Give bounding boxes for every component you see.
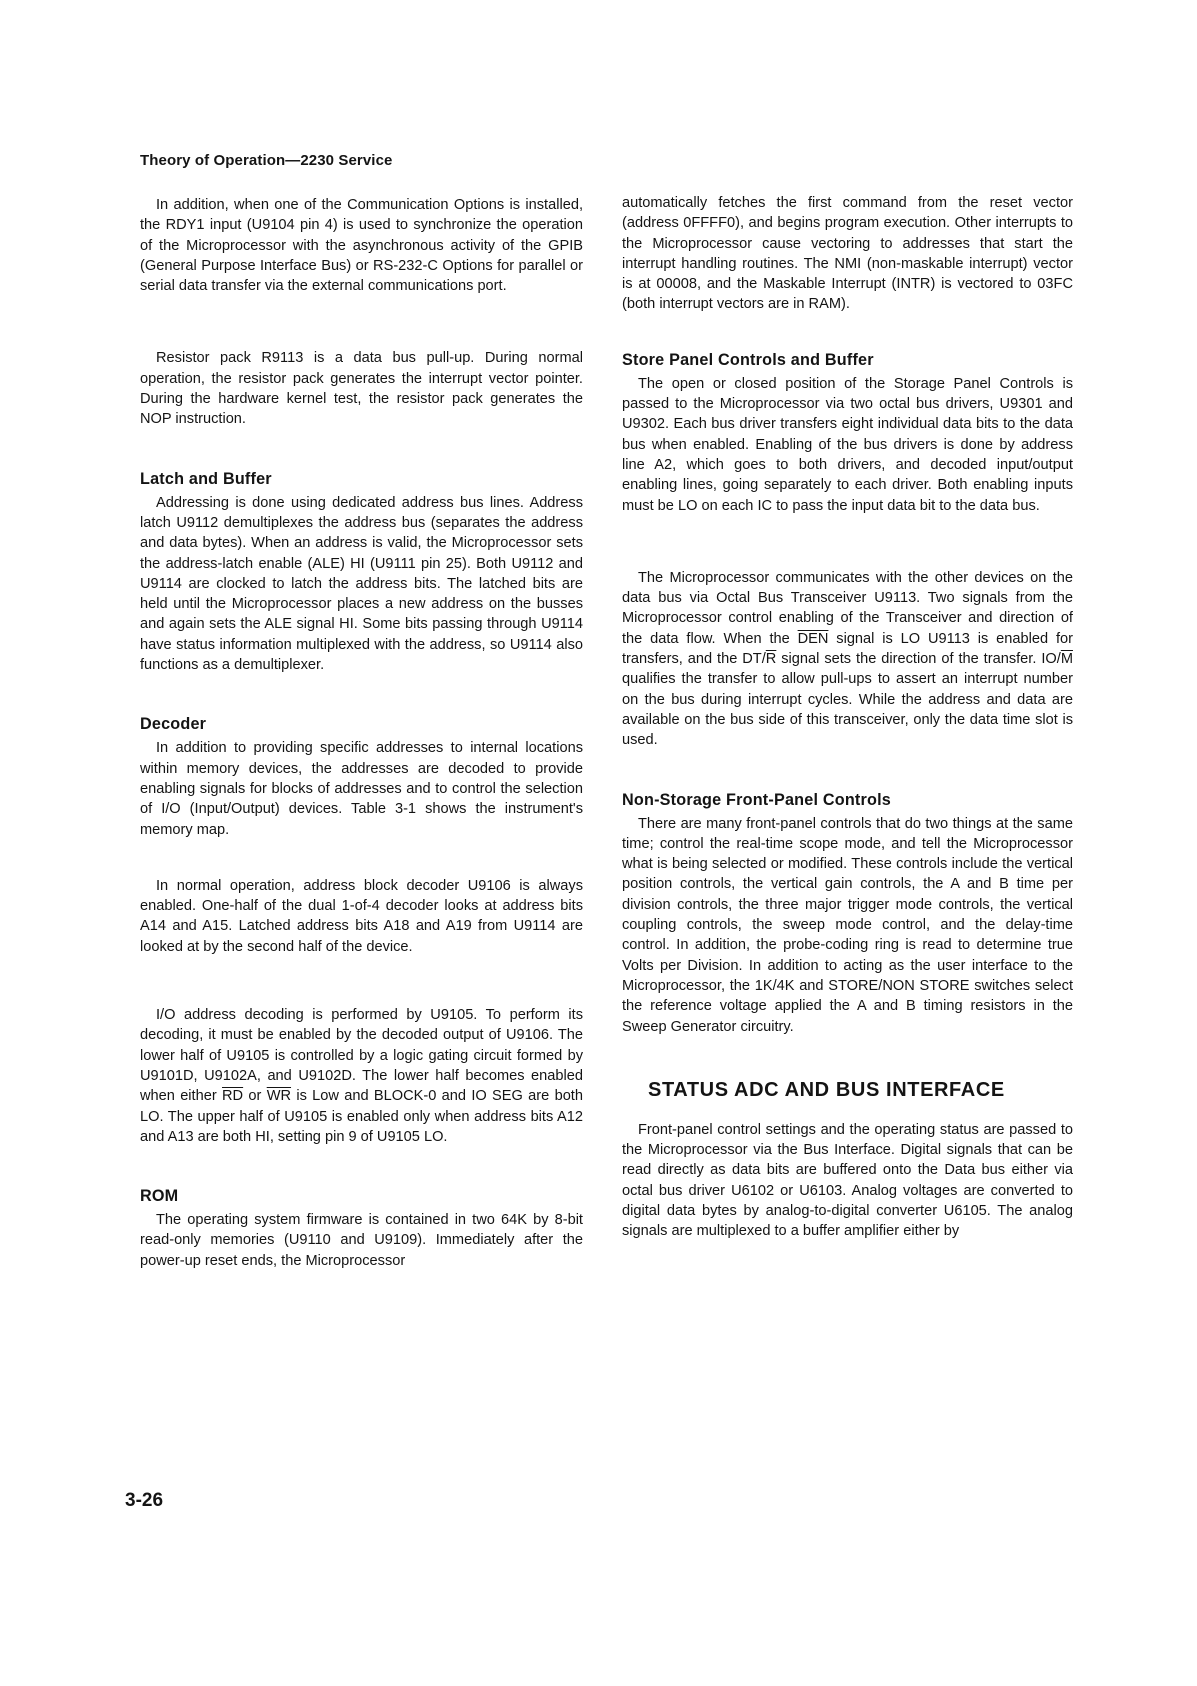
running-head: Theory of Operation—2230 Service <box>140 152 393 169</box>
heading-decoder: Decoder <box>140 715 207 734</box>
paragraph-latch: Addressing is done using dedicated address bus lines. Address latch U9112 demultiplexes the address bus (separates the address and data bytes). When an address is valid, the Microprocessor sets the address-latch enable (ALE) HI (U9111 pin 25). Both U9112 and U9114 are clocked to latch the address bits. The latched bits are held until the Microprocessor places a new address on the busses and again sets the ALE signal HI. Some bits passing through U9114 have status information multiplexed with the address, so U9114 also functions as a demultiplexer. <box>140 494 583 674</box>
paragraph-decoder-2: In normal operation, address block decoder U9106 is always enabled. One-half of the dual 1-of-4 decoder looks at address bits A14 and A15. Latched address bits A18 and A19 from U9114 are looked at by the second half of the device. <box>140 877 583 955</box>
heading-status-adc: STATUS ADC AND BUS INTERFACE <box>648 1078 1005 1101</box>
m-signal: $\overline{M}$ <box>1060 651 1073 668</box>
heading-latch-and-buffer: Latch and Buffer <box>140 469 272 488</box>
paragraph-non-storage: There are many front-panel controls that do two things at the same time; control the real-time scope mode, and tell the Microprocessor what is being selected or modified. These controls include the vertical position controls, the vertical gain controls, the A and B time per division controls, the three major trigger mode controls, the vertical coupling controls, the sweep mode control, and the delay-time control. In addition, the probe-coding ring is read to determine true Volts per Division. In addition to acting as the user interface to the Microprocessor, the 1K/4K and STORE/NON STORE switches select the reference voltage applied the A and B timing resistors in the Sweep Generator circuitry. <box>622 815 1073 1035</box>
wr-signal: $\overline{WR}$ <box>266 1088 292 1105</box>
page-number: 3-26 <box>125 1490 164 1511</box>
paragraph-status-adc: Front-panel control settings and the operating status are passed to the Microprocessor via the Bus Interface. Digital signals that can be read directly as data bits are buffered onto the Data bus either via octal bus driver U6102 or U6103. Analog voltages are converted to digital data bytes by analog-to-digital converter U6105. The analog signals are multiplexed to a buffer amplifier either by <box>622 1121 1073 1240</box>
paragraph-io-decoding: I/O address decoding is performed by U9105. To perform its decoding, it must be enabled by the decoded output of U9106. The lower half of U9105 is controlled by a logic gating circuit formed by U9101D, U9102A, and U9102D. The lower half becomes enabled when either $\overline{RD}$ or $\overline{WR}$ is Low and BLOCK-0 and IO SEG are both LO. The upper half of U9105 is enabled only when address bits A12 and A13 are both HI, setting pin 9 of U9105 LO. <box>140 1007 583 1145</box>
paragraph-store-panel: The open or closed position of the Storage Panel Controls is passed to the Microprocessor via two octal bus drivers, U9301 and U9302. Each bus driver transfers eight individual data bits to the data bus when enabled. Enabling of the bus drivers is done by address line A2, which goes to both drivers, and decoded input/output enabling lines, going separately to each driver. Both enabling inputs must be LO on each IC to pass the input data bit to the data bus. <box>622 375 1073 514</box>
paragraph-rom: The operating system firmware is contained in two 64K by 8-bit read-only memories (U9110 and U9109). Immediately after the power-up reset ends, the Microprocessor <box>140 1212 583 1269</box>
left-column <box>140 195 583 1271</box>
heading-non-storage-controls: Non-Storage Front-Panel Controls <box>622 790 891 809</box>
den-signal: $\overline{DEN}$ <box>797 630 829 647</box>
paragraph-transceiver: The Microprocessor communicates with the other devices on the data bus via Octal Bus Transceiver U9113. Two signals from the Microprocessor control enabling of the Transceiver and direction of the data flow. When the $\overline{DEN}$ signal is LO U9113 is enabled for transfers, and the $DT/\overline{R}$ signal sets the direction of the transfer. $IO/\overline{M}$ qualifies the transfer to allow pull-ups to assert an interrupt number on the bus during interrupt cycles. While the address and data are available on the bus side of this transceiver, only the data time slot is used. <box>622 569 1074 749</box>
paragraph-communication-options: In addition, when one of the Communication Options is installed, the RDY1 input (U9104 pin 4) is used to synchronize the operation of the Microprocessor with the asynchronous activity of the GPIB (General Purpose Interface Bus) or RS-232-C Options for parallel or serial data transfer via the external communications port. <box>140 197 583 295</box>
paragraph-reset-vector: automatically fetches the first command from the reset vector (address 0FFFF0), and begins program execution. Other interrupts to the Microprocessor cause vectoring to addresses that start the interrupt handling routines. The NMI (non-maskable interrupt) vector is at 00008, and the Maskable Interrupt (INTR) is vectored to 03FC (both interrupt vectors are in RAM). <box>622 195 1073 313</box>
r-signal: $\overline{R}$ <box>765 651 777 668</box>
heading-rom: ROM <box>140 1187 179 1206</box>
rd-signal: $\overline{RD}$ <box>222 1088 244 1105</box>
paragraph-resistor-pack: Resistor pack R9113 is a data bus pull-up. During normal operation, the resistor pack generates the interrupt vector pointer. During the hardware kernel test, the resistor pack generates the NOP instruction. <box>140 350 583 428</box>
paragraph-decoder-1: In addition to providing specific addresses to internal locations within memory devices, the addresses are decoded to provide enabling signals for blocks of addresses and to control the selection of I/O (Input/Output) devices. Table 3-1 shows the instrument's memory map. <box>140 740 583 838</box>
heading-store-panel-controls: Store Panel Controls and Buffer <box>622 350 874 369</box>
right-column <box>622 193 1073 1242</box>
